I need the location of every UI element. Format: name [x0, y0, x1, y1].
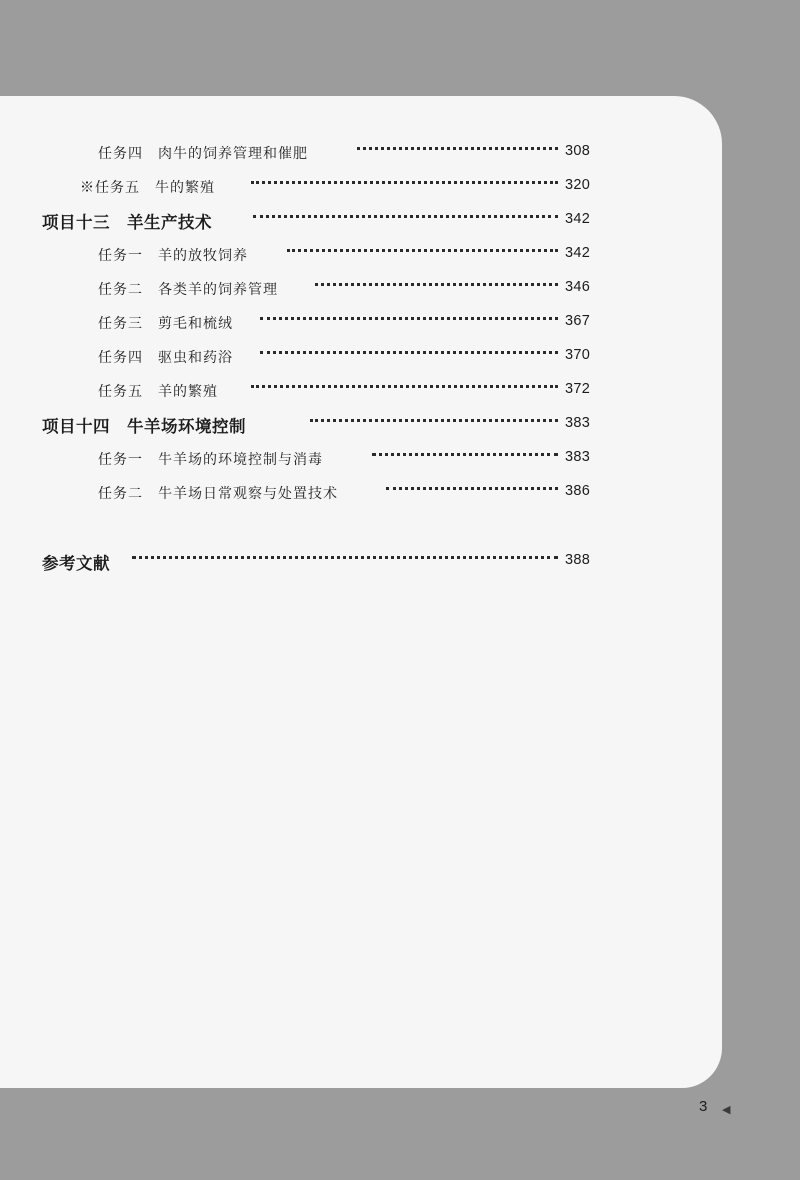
page-marker-icon: ◀ [722, 1103, 731, 1116]
toc-page-number: 388 [565, 552, 591, 568]
toc-entry-label: 任务四 肉牛的饲养管理和催肥 [98, 146, 308, 162]
toc-page-number: 346 [565, 279, 591, 295]
toc-entry-label: 项目十四 牛羊场环境控制 [42, 417, 246, 436]
toc-page-number: 367 [565, 313, 591, 329]
toc-entry-label: 任务三 剪毛和梳绒 [98, 316, 233, 332]
toc-page-number: 386 [565, 483, 591, 499]
toc-entry-label: 参考文献 [42, 554, 110, 573]
toc-entry-label: ※任务五 牛的繁殖 [80, 180, 215, 196]
toc-entry-task-3-shearing[interactable] [0, 309, 800, 339]
toc-entry-task-2-farm-observation[interactable] [0, 479, 800, 509]
toc-entry-label: 任务二 牛羊场日常观察与处置技术 [98, 486, 338, 502]
toc-leader-dots [372, 453, 558, 456]
toc-page-number: 320 [565, 177, 591, 193]
toc-entry-task-4-deworming[interactable] [0, 343, 800, 373]
toc-page-number: 370 [565, 347, 591, 363]
toc-entry-project-14[interactable] [0, 411, 800, 441]
toc-entry-task-2-sheep-management[interactable] [0, 275, 800, 305]
toc-entry-label: 任务四 驱虫和药浴 [98, 350, 233, 366]
toc-leader-dots [260, 351, 558, 354]
toc-page-number: 372 [565, 381, 591, 397]
toc-page-number: 308 [565, 143, 591, 159]
toc-leader-dots [251, 181, 558, 184]
toc-entry-task-1-sheep-grazing[interactable] [0, 241, 800, 271]
toc-leader-dots [251, 385, 558, 388]
toc-leader-dots [315, 283, 558, 286]
toc-leader-dots [310, 419, 558, 422]
toc-entry-label: 任务五 羊的繁殖 [98, 384, 218, 400]
toc-leader-dots [253, 215, 558, 218]
toc-entry-label: 任务一 牛羊场的环境控制与消毒 [98, 452, 323, 468]
toc-leader-dots [287, 249, 558, 252]
toc-leader-dots [357, 147, 558, 150]
toc-entry-label: 项目十三 羊生产技术 [42, 213, 212, 232]
page-number: 3 [699, 1098, 708, 1115]
toc-page-number: 342 [565, 211, 591, 227]
toc-entry-task-1-farm-environment[interactable] [0, 445, 800, 475]
toc-entry-label: 任务一 羊的放牧饲养 [98, 248, 248, 264]
toc-entry-task-5-sheep-breeding[interactable] [0, 377, 800, 407]
toc-leader-dots [386, 487, 558, 490]
toc-entry-project-13[interactable] [0, 207, 800, 237]
toc-entry-task-4-beef-feeding[interactable] [0, 139, 800, 169]
toc-page-number: 383 [565, 415, 591, 431]
toc-page-number: 383 [565, 449, 591, 465]
toc-entry-references[interactable] [0, 548, 800, 578]
toc-entry-task-5-cattle-breeding[interactable] [0, 173, 800, 203]
toc-entry-label: 任务二 各类羊的饲养管理 [98, 282, 278, 298]
toc-leader-dots [260, 317, 558, 320]
toc-leader-dots [132, 556, 558, 559]
toc-page-number: 342 [565, 245, 591, 261]
